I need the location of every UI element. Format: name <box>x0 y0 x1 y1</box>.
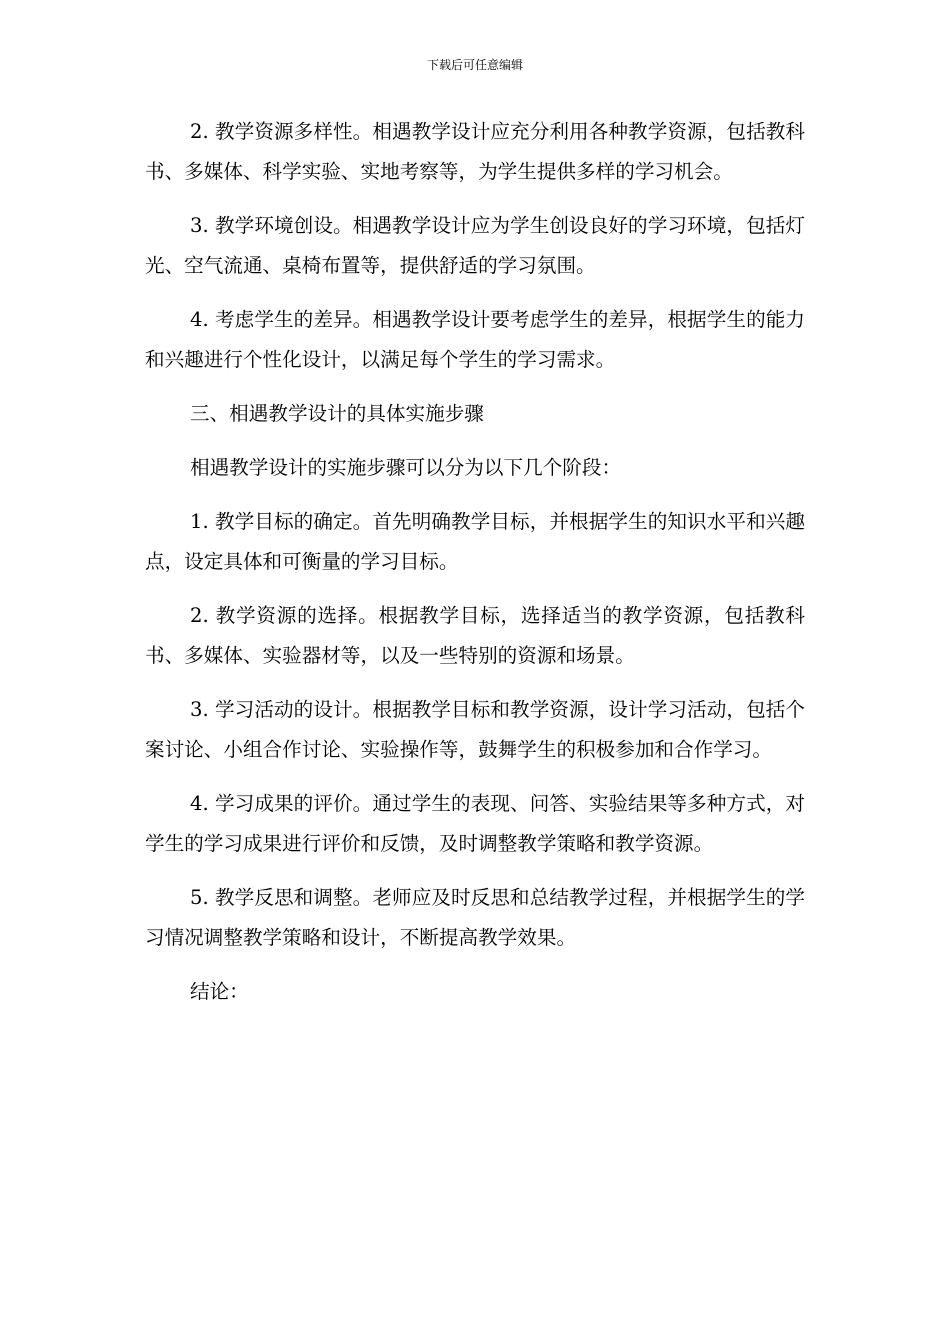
paragraph-student-differences: 4. 考虑学生的差异。相遇教学设计要考虑学生的差异，根据学生的能力和兴趣进行个性化设计，以满足每个学生的学习需求。 <box>145 308 805 371</box>
paragraph-environment: 3. 教学环境创设。相遇教学设计应为学生创设良好的学习环境，包括灯光、空气流通、桌椅布置等，提供舒适的学习氛围。 <box>145 214 805 277</box>
paragraph-implementation-intro: 相遇教学设计的实施步骤可以分为以下几个阶段： <box>190 456 622 479</box>
paragraph-resource-diversity: 2. 教学资源多样性。相遇教学设计应充分利用各种教学资源，包括教科书、多媒体、科学实验、实地考察等，为学生提供多样的学习机会。 <box>145 120 805 183</box>
section-heading-implementation: 三、相遇教学设计的具体实施步骤 <box>190 402 484 425</box>
page-header: 下载后可任意编辑 <box>426 58 523 72</box>
step-5-reflection: 5. 教学反思和调整。老师应及时反思和总结教学过程，并根据学生的学习情况调整教学策略和设计，不断提高教学效果。 <box>145 886 805 949</box>
step-1-objectives: 1. 教学目标的确定。首先明确教学目标，并根据学生的知识水平和兴趣点，设定具体和可衡量的学习目标。 <box>145 510 805 573</box>
step-2-resources: 2. 教学资源的选择。根据教学目标，选择适当的教学资源，包括教科书、多媒体、实验器材等，以及一些特别的资源和场景。 <box>145 604 805 667</box>
step-3-activities: 3. 学习活动的设计。根据教学目标和教学资源，设计学习活动，包括个案讨论、小组合作讨论、实验操作等，鼓舞学生的积极参加和合作学习。 <box>145 698 805 761</box>
conclusion-heading: 结论： <box>190 980 249 1003</box>
step-4-evaluation: 4. 学习成果的评价。通过学生的表现、问答、实验结果等多种方式，对学生的学习成果进行评价和反馈，及时调整教学策略和教学资源。 <box>145 792 805 855</box>
document-body <box>145 112 805 1026</box>
